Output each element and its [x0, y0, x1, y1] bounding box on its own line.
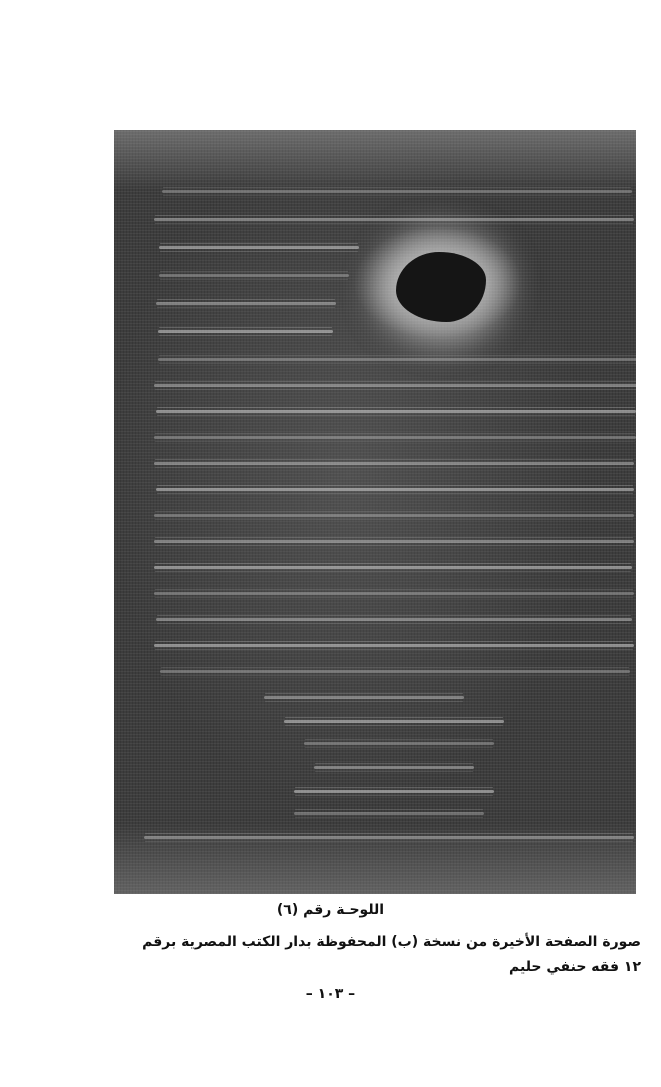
manuscript-line [294, 790, 494, 793]
manuscript-line [264, 696, 464, 699]
manuscript-line [154, 462, 634, 465]
manuscript-line [154, 436, 636, 439]
manuscript-line [156, 410, 636, 413]
manuscript-line [159, 274, 349, 277]
manuscript-line [160, 670, 630, 673]
manuscript-line [154, 592, 634, 595]
manuscript-damage-hole [396, 252, 486, 322]
manuscript-line [158, 330, 333, 333]
plate-title: اللوحـة رقم (٦) [276, 902, 385, 918]
manuscript-line [154, 644, 634, 647]
manuscript-line [162, 190, 632, 193]
caption-line-2: ١٢ فقه حنفي حليم [509, 959, 641, 975]
manuscript-text-lines [114, 130, 636, 894]
manuscript-line [154, 384, 636, 387]
manuscript-line [158, 358, 636, 361]
manuscript-bottom-glare [114, 824, 636, 894]
manuscript-line [156, 488, 634, 491]
manuscript-line [159, 246, 359, 249]
manuscript-line [154, 566, 632, 569]
caption-line-1: صورة الصفحة الأخيرة من نسخة (ب) المحفوظة بدار الكتب المصرية برقم [142, 934, 641, 950]
manuscript-line [156, 302, 336, 305]
manuscript-line [304, 742, 494, 745]
manuscript-line [154, 514, 634, 517]
manuscript-line [294, 812, 484, 815]
manuscript-line [314, 766, 474, 769]
manuscript-line [154, 218, 634, 221]
manuscript-image [114, 130, 636, 894]
plate-caption [20, 930, 641, 980]
page-number: – ١٠٣ – [305, 986, 356, 1002]
manuscript-line [284, 720, 504, 723]
manuscript-line [156, 618, 632, 621]
manuscript-line [154, 540, 634, 543]
